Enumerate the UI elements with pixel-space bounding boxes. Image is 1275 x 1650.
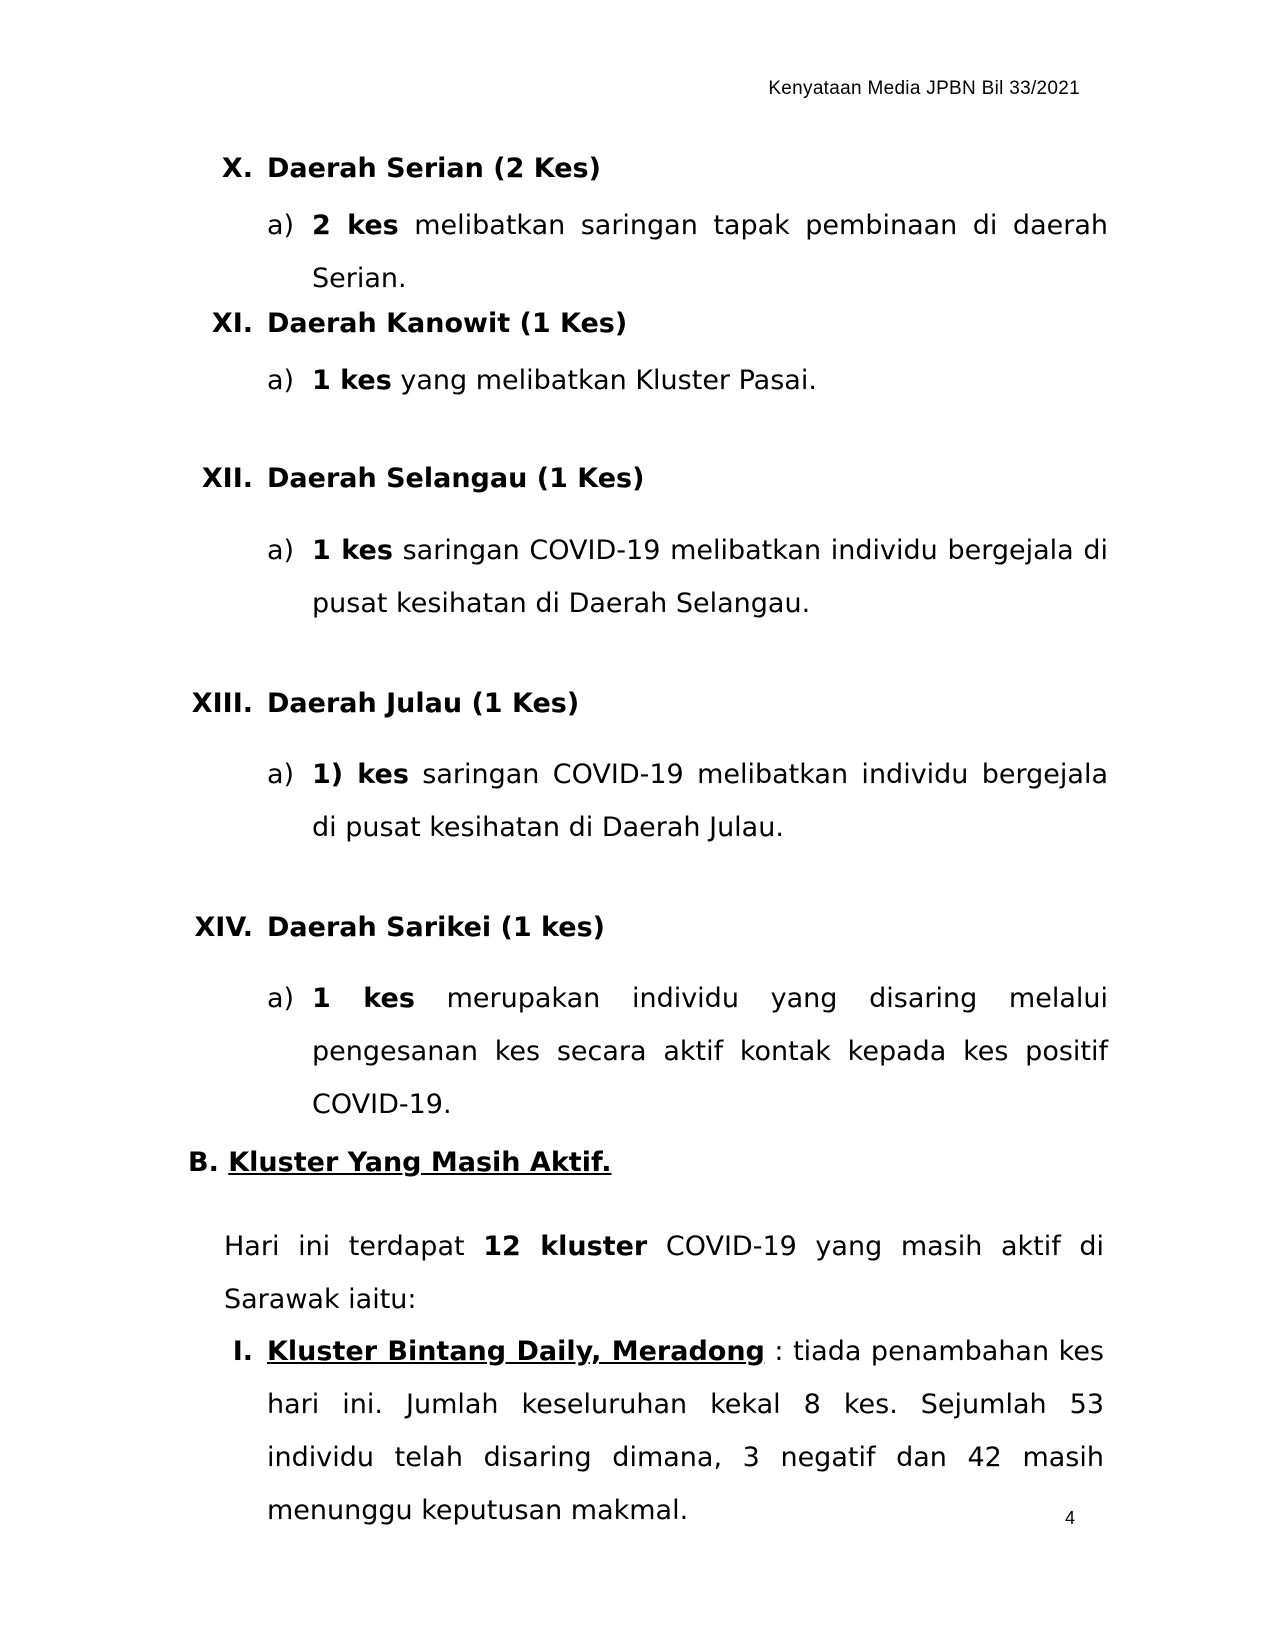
item-description: merupakan individu yang disaring melalui pengesanan kes secara aktif kontak kepada kes positif COVID-19. — [312, 983, 1108, 1120]
section-heading — [0, 688, 1275, 728]
case-count: 1 kes — [312, 365, 392, 396]
page-number: 4 — [1064, 1508, 1075, 1528]
item-letter: a) — [267, 210, 295, 241]
cluster-description: : tiada penambahan kes hari ini. Jumlah keseluruhan kekal 8 kes. Sejumlah 53 individu telah disaring dimana, 3 negatif dan 42 masih menunggu keputusan makmal. — [267, 1336, 1104, 1526]
district-section-kanowit — [0, 308, 1275, 348]
section-numeral: XII. — [201, 463, 253, 494]
district-section-julau — [0, 688, 1275, 728]
section-numeral: XIII. — [191, 688, 253, 719]
section-heading — [0, 463, 1275, 503]
case-count: 1) kes — [312, 759, 409, 790]
item-letter: a) — [267, 535, 295, 566]
cluster-numeral: I. — [232, 1336, 253, 1367]
section-title: Daerah Kanowit (1 Kes) — [267, 308, 628, 339]
section-b-title: Kluster Yang Masih Aktif. — [228, 1147, 612, 1178]
item-letter: a) — [267, 983, 295, 1014]
intro-text: Hari ini terdapat — [224, 1231, 484, 1262]
item-text — [312, 972, 1108, 1131]
section-numeral: XIV. — [194, 912, 253, 943]
cluster-text — [267, 1325, 1104, 1537]
section-heading — [0, 912, 1275, 952]
item-description: saringan COVID-19 melibatkan individu bergejala di pusat kesihatan di Daerah Julau. — [312, 759, 1108, 843]
section-numeral: X. — [221, 153, 253, 184]
case-count: 1 kes — [312, 983, 415, 1014]
section-b-intro — [224, 1220, 1104, 1326]
item-text — [312, 524, 1108, 630]
case-count: 1 kes — [312, 535, 393, 566]
section-heading — [0, 153, 1275, 193]
section-title: Daerah Selangau (1 Kes) — [267, 463, 645, 494]
item-text — [312, 748, 1108, 854]
district-section-selangau — [0, 463, 1275, 503]
item-text — [312, 199, 1108, 305]
district-section-sarikei — [0, 912, 1275, 952]
section-title: Daerah Serian (2 Kes) — [267, 153, 601, 184]
case-count: 2 kes — [312, 210, 399, 241]
item-description: melibatkan saringan tapak pembinaan di daerah Serian. — [312, 210, 1108, 294]
item-description: yang melibatkan Kluster Pasai. — [391, 365, 817, 396]
cluster-title: Kluster Bintang Daily, Meradong — [267, 1336, 765, 1367]
cluster-count: 12 kluster — [483, 1231, 648, 1262]
item-text — [312, 354, 1108, 407]
district-section-serian — [0, 153, 1275, 193]
section-b-heading — [188, 1147, 611, 1178]
item-letter: a) — [267, 365, 295, 396]
section-title: Daerah Sarikei (1 kes) — [267, 912, 606, 943]
item-letter: a) — [267, 759, 295, 790]
page-header: Kenyataan Media JPBN Bil 33/2021 — [768, 78, 1080, 99]
item-description: saringan COVID-19 melibatkan individu bergejala di pusat kesihatan di Daerah Selangau. — [312, 535, 1108, 619]
section-title: Daerah Julau (1 Kes) — [267, 688, 580, 719]
section-numeral: XI. — [211, 308, 253, 339]
section-b-letter: B. — [188, 1147, 219, 1178]
intro-text-end: COVID-19 yang masih aktif di Sarawak iaitu: — [224, 1231, 1104, 1315]
section-heading — [0, 308, 1275, 348]
